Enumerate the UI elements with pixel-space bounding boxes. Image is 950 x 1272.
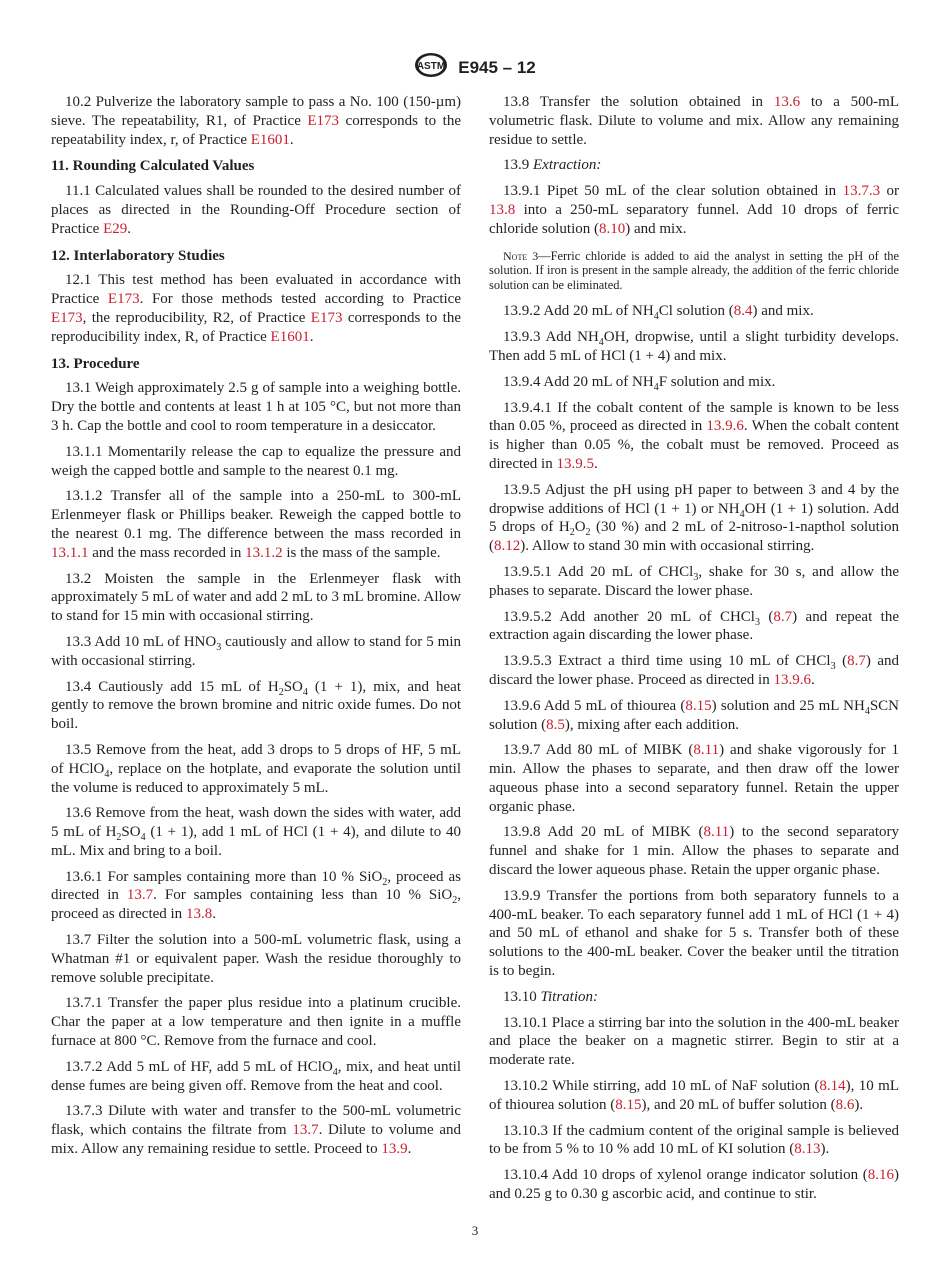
paragraph-13-7-2: 13.7.2 Add 5 mL of HF, add 5 mL of HClO$_4$, mix, and heat until dense fumes are being given off. Remove from the heat and cool. (51, 1058, 461, 1094)
paragraph-13-9-8: 13.9.8 Add 20 mL of MIBK (8.11) to the second separatory funnel and shake for 1 min. Allow the phases to separate and discard the lower aqueous phase. Retain the upper organic phase. (489, 824, 899, 879)
section-heading-13: 13. Procedure (51, 355, 140, 372)
link-13-7-3[interactable]: 13.7.3 (842, 183, 881, 200)
page-number: 3 (471, 1223, 479, 1238)
paragraph-13-10-2: 13.10.2 While stirring, add 10 mL of NaF solution (8.14), 10 mL of thiourea solution (8.15), and 20 mL of buffer solution (8.6). (489, 1078, 899, 1113)
paragraph-13-10-4: 13.10.4 Add 10 drops of xylenol orange indicator solution (8.16) and 0.25 g to 0.30 g ascorbic acid, and continue to stir. (489, 1167, 899, 1203)
paragraph-13-9-6: 13.9.6 Add 5 mL of thiourea (8.15) solution and 25 mL $NH_4SCN$ solution (8.5), mixing after each addition. (489, 697, 899, 733)
link-13-9-5[interactable]: 13.9.5 (556, 455, 594, 472)
paragraph-13-10-heading: 13.10 Titration: (503, 988, 599, 1005)
paragraph-13-8: 13.8 Transfer the solution obtained in 13.6 to a 500-mL volumetric flask. Dilute to volume and mix. Allow any remaining residue to settle. (489, 94, 899, 148)
link-8-14[interactable]: 8.14 (819, 1078, 846, 1095)
paragraph-13-7: 13.7 Filter the solution into a 500-mL volumetric flask, using a Whatman #1 or equivalent paper. Wash the residue thoroughly to remove soluble precipitate. (51, 932, 461, 986)
link-13-1-2[interactable]: 13.1.2 (245, 544, 283, 561)
link-8-12[interactable]: 8.12 (494, 538, 521, 555)
link-13-9-6[interactable]: 13.9.6 (706, 418, 744, 435)
link-8-11[interactable]: 8.11 (703, 824, 730, 841)
document-designation: E945 – 12 (458, 57, 536, 77)
paragraph-13-9-4-1: 13.9.4.1 If the cobalt content of the sample is known to be less than 0.05 %, proceed as directed in 13.9.6. When the cobalt content is higher than 0.05 %, the cobalt must be removed. Proceed as directed in 13.9.5. (489, 399, 900, 472)
paragraph-13-5: 13.5 Remove from the heat, add 3 drops to 5 drops of HF, 5 mL of HClO$_4$, replace on the hotplate, and evaporate the solution until the volume is reduced to approximately 5 mL. (51, 741, 461, 796)
paragraph-10-2: 10.2 Pulverize the laboratory sample to pass a No. 100 (150-µm) sieve. The repeatability, R1, of Practice E173 corresponds to the repeatability index, r, of Practice E1601. (51, 94, 461, 148)
paragraph-13-10-1: 13.10.1 Place a stirring bar into the solution in the 400-mL beaker and place the beaker on a magnetic stirrer. Begin to stir at a moderate rate. (489, 1014, 899, 1069)
link-8-16[interactable]: 8.16 (867, 1167, 894, 1184)
astm-logo-icon (414, 52, 448, 83)
link-13-9-6[interactable]: 13.9.6 (773, 671, 811, 688)
link-e1601[interactable]: E1601 (270, 328, 310, 345)
paragraph-12-1: 12.1 This test method has been evaluated in accordance with Practice E173. For those methods tested according to Practice E173, the reproducibility, R2, of Practice E173 corresponds to the reproducibility index, R, of Practice E1601. (51, 272, 461, 345)
link-8-15[interactable]: 8.15 (685, 697, 712, 714)
link-8-5[interactable]: 8.5 (546, 716, 565, 733)
link-8-7[interactable]: 8.7 (847, 653, 866, 670)
paragraph-13-9-7: 13.9.7 Add 80 mL of MIBK (8.11) and shake vigorously for 1 min. Allow the phases to separate, and then draw off the lower aqueous phase into a second separatory funnel. Retain the upper organic phase. (489, 742, 899, 815)
paragraph-13-9-5: 13.9.5 Adjust the pH using pH paper to between 3 and 4 by the dropwise additions of HCl (1 + 1) or $NH_4OH$ (1 + 1) solution. Add 5 drops of $H_2O_2$ (30 %) and 2 mL of 2-nitroso-1-napthol solution (8.12). Allow to stand 30 min with occasional stirring. (489, 481, 899, 555)
link-8-7[interactable]: 8.7 (773, 608, 793, 625)
paragraph-13-9-4: 13.9.4 Add 20 mL of $NH_4F$ solution and mix. (503, 373, 776, 393)
link-13-6[interactable]: 13.6 (773, 94, 801, 110)
paragraph-13-10-3: 13.10.3 If the cadmium content of the original sample is believed to be from 5 % to 10 % add 10 mL of KI solution (8.13). (489, 1122, 899, 1158)
link-e173[interactable]: E173 (51, 309, 83, 326)
logo-text: ASTM (417, 61, 446, 72)
section-heading-11: 11. Rounding Calculated Values (51, 158, 255, 175)
link-13-8[interactable]: 13.8 (489, 201, 516, 218)
paragraph-13-7-3: 13.7.3 Dilute with water and transfer to the 500-mL volumetric flask, which contains the filtrate from 13.7. Dilute to volume and mix. Allow any remaining residue to settle. Proceed to 13.9. (51, 1103, 462, 1158)
link-13-1-1[interactable]: 13.1.1 (51, 544, 89, 561)
paragraph-13-7-1: 13.7.1 Transfer the paper plus residue into a platinum crucible. Char the paper at a low temperature and then ignite in a muffle furnace at 800 °C. Remove from the furnace and cool. (51, 995, 461, 1050)
paragraph-13-1-1: 13.1.1 Momentarily release the cap to equalize the pressure and weigh the capped bottle and sample to the nearest 0.1 mg. (51, 443, 461, 479)
note-3: Note 3—Ferric chloride is added to aid the analyst in setting the pH of the solution. If iron is present in the sample already, the addition of the ferric chloride solution can be eliminated. (489, 248, 899, 292)
paragraph-13-4: 13.4 Cautiously add 15 mL of $H_2SO_4$ (1 + 1), mix, and heat gently to remove the brown bromine and nitric oxide fumes. Do not boil. (51, 678, 461, 733)
paragraph-13-2: 13.2 Moisten the sample in the Erlenmeyer flask with approximately 5 mL of water and add 2 mL to 3 mL bromine. Allow to stand for 15 min with occasional stirring. (51, 570, 461, 625)
section-heading-12: 12. Interlaboratory Studies (51, 247, 225, 264)
paragraph-13-6: 13.6 Remove from the heat, wash down the sides with water, add 5 mL of $H_2SO_4$ (1 + 1), add 1 mL of HCl (1 + 4), and dilute to 40 mL. Mix and bring to a boil. (51, 805, 461, 859)
link-e29[interactable]: E29 (103, 220, 128, 237)
link-8-6[interactable]: 8.6 (835, 1096, 855, 1113)
link-e173[interactable]: E173 (307, 112, 340, 129)
link-e1601[interactable]: E1601 (250, 131, 290, 148)
paragraph-13-9-1: 13.9.1 Pipet 50 mL of the clear solution obtained in 13.7.3 or 13.8 into a 250-mL separatory funnel. Add 10 drops of ferric chloride solution (8.10) and mix. (489, 183, 899, 237)
right-column (489, 93, 899, 1204)
paragraph-13-1: 13.1 Weigh approximately 2.5 g of sample into a weighing bottle. Dry the bottle and contents at least 1 h at 105 °C, but not more than 3 h. Cap the bottle and cool to room temperature in a desiccator. (51, 380, 461, 434)
link-8-11[interactable]: 8.11 (693, 742, 720, 759)
paragraph-13-1-2: 13.1.2 Transfer all of the sample into a 250-mL to 300-mL Erlenmeyer flask or Phillips beaker. Reweigh the capped bottle to the nearest 0.1 mg. The difference between the mass recorded in 13.1.1 and the mass recorded in 13.1.2 is the mass of the sample. (51, 488, 461, 561)
link-13-7[interactable]: 13.7 (126, 887, 154, 904)
paragraph-13-9-9: 13.9.9 Transfer the portions from both separatory funnels to a 400-mL beaker. To each separatory funnel add 1 mL of HCl (1 + 4) and 50 mL of ethanol and shake for 5 s. Transfer both of these solutions to the 400-mL beaker. Cover the beaker until the titration is to begin. (489, 887, 899, 980)
link-8-10[interactable]: 8.10 (598, 220, 626, 237)
paragraph-13-9-5-2: 13.9.5.2 Add another 20 mL of CHCl$_3$ (8.7) and repeat the extraction again discarding the lower phase. (489, 608, 899, 644)
paragraph-13-3: 13.3 Add 10 mL of $HNO_3$ cautiously and allow to stand for 5 min with occasional stirring. (51, 633, 461, 669)
link-13-8[interactable]: 13.8 (185, 906, 213, 923)
paragraph-13-9-5-1: 13.9.5.1 Add 20 mL of CHCl$_3$, shake for 30 s, and allow the phases to separate. Discard the lower phase. (489, 563, 899, 599)
paragraph-13-9-2: 13.9.2 Add 20 mL of $NH_4Cl$ solution (8.4) and mix. (503, 303, 814, 323)
paragraph-13-9-5-3: 13.9.5.3 Extract a third time using 10 mL of CHCl$_3$ (8.7) and discard the lower phase. Proceed as directed in 13.9.6. (489, 653, 900, 688)
link-13-9[interactable]: 13.9 (381, 1141, 408, 1158)
paragraph-13-9-heading: 13.9 Extraction: (503, 157, 602, 174)
link-e173[interactable]: E173 (310, 309, 343, 326)
paragraph-11-1: 11.1 Calculated values shall be rounded to the desired number of places as directed in the Rounding-Off Procedure section of Practice E29. (51, 183, 461, 237)
link-13-7[interactable]: 13.7 (292, 1122, 319, 1139)
paragraph-13-9-3: 13.9.3 Add $NH_4OH$, dropwise, until a slight turbidity develops. Then add 5 mL of HCl (1 + 4) and mix. (489, 329, 899, 364)
link-e173[interactable]: E173 (107, 291, 140, 308)
page-header (0, 52, 950, 83)
link-8-4[interactable]: 8.4 (733, 303, 753, 320)
left-column (51, 93, 461, 1159)
paragraph-13-6-1: 13.6.1 For samples containing more than 10 % SiO$_2$, proceed as directed in 13.7. For samples containing less than 10 % SiO$_2$, proceed as directed in 13.8. (51, 868, 462, 923)
link-8-15[interactable]: 8.15 (615, 1096, 642, 1113)
link-8-13[interactable]: 8.13 (794, 1141, 821, 1158)
